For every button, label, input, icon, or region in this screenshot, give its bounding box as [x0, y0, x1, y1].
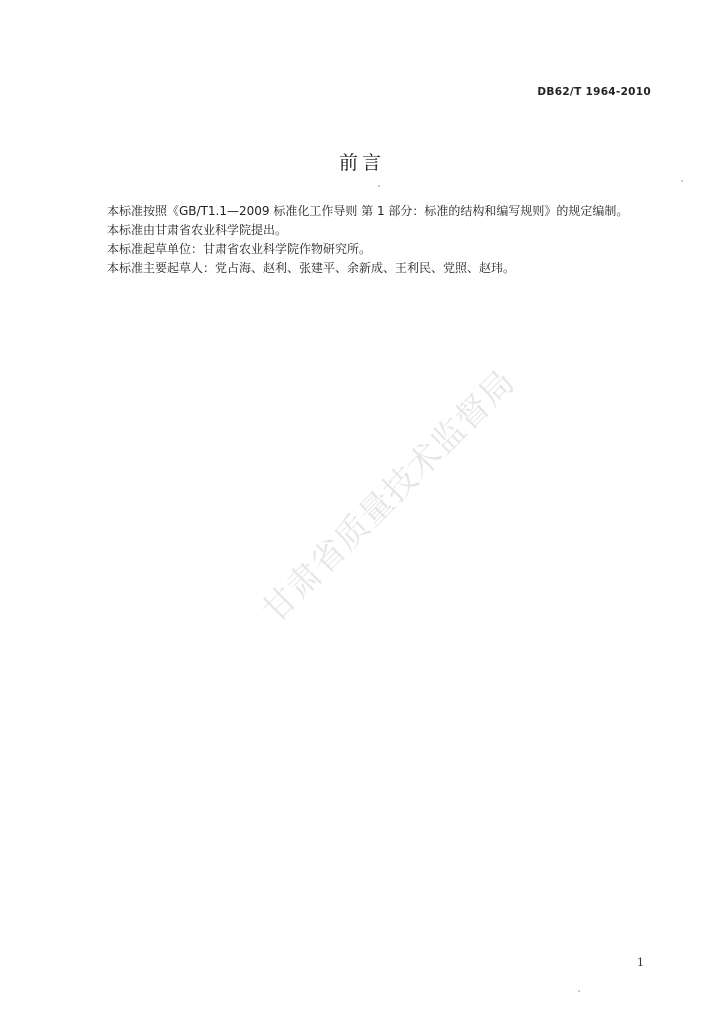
scan-speck	[681, 180, 683, 182]
scan-speck	[578, 990, 580, 992]
paragraph-drafting-unit: 本标准起草单位：甘肃省农业科学院作物研究所。	[107, 242, 372, 256]
paragraph-proposer: 本标准由甘肃省农业科学院提出。	[107, 223, 288, 237]
paragraph-drafting-basis: 本标准按照《GB/T1.1—2009 标准化工作导则 第 1 部分：标准的结构和编写规则》的规定编制。	[107, 204, 629, 218]
preface-body	[83, 202, 659, 278]
watermark: 甘肃省质量技术监督局	[254, 361, 523, 630]
section-title: 前言	[338, 152, 385, 174]
paragraph-drafters: 本标准主要起草人：党占海、赵利、张建平、余新成、王利民、党照、赵玮。	[107, 261, 516, 275]
standard-code: DB62/T 1964-2010	[537, 86, 651, 98]
page-number: 1	[637, 956, 644, 969]
scan-speck	[378, 185, 380, 187]
